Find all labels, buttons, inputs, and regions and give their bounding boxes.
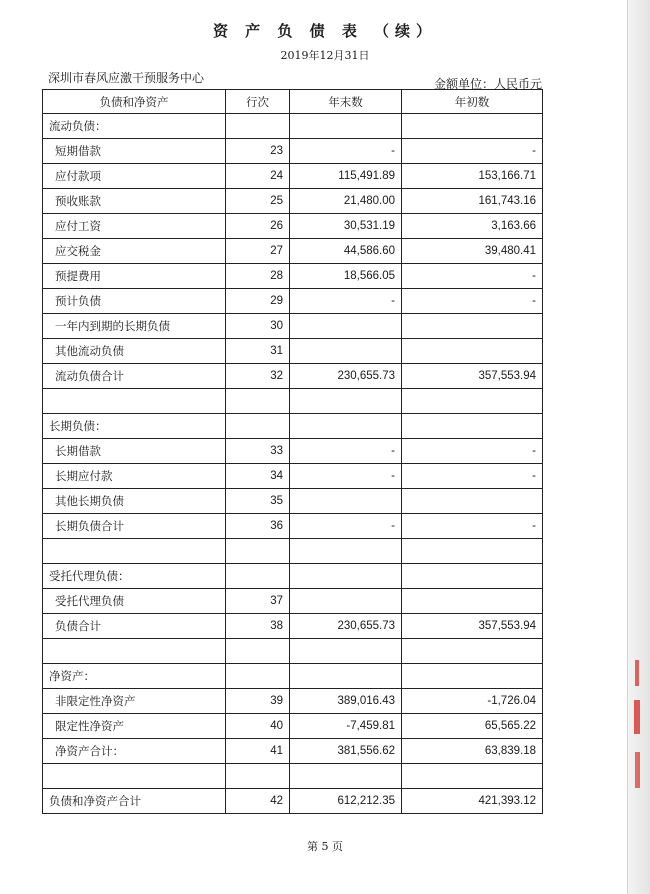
row-year-end: 18,566.05 (290, 264, 402, 289)
row-year-begin: - (402, 289, 543, 314)
row-year-begin: 63,839.18 (402, 739, 543, 764)
row-year-begin: 153,166.71 (402, 164, 543, 189)
row-year-end: - (290, 464, 402, 489)
row-line-no (226, 114, 290, 139)
row-name: 长期应付款 (43, 464, 226, 489)
row-name: 限定性净资产 (43, 714, 226, 739)
table-row (43, 439, 543, 464)
row-line-no: 34 (226, 464, 290, 489)
row-year-end (290, 589, 402, 614)
row-name (43, 764, 226, 789)
row-name: 预计负债 (43, 289, 226, 314)
row-name (43, 539, 226, 564)
row-year-end: 30,531.19 (290, 214, 402, 239)
row-line-no: 33 (226, 439, 290, 464)
row-year-end: 44,586.60 (290, 239, 402, 264)
row-year-end (290, 539, 402, 564)
row-year-begin (402, 639, 543, 664)
row-name: 负债合计 (43, 614, 226, 639)
row-name: 净资产合计： (43, 739, 226, 764)
row-line-no (226, 414, 290, 439)
section-row (43, 114, 543, 139)
row-line-no: 41 (226, 739, 290, 764)
row-line-no: 39 (226, 689, 290, 714)
table-row (43, 689, 543, 714)
row-year-begin (402, 764, 543, 789)
row-year-begin (402, 314, 543, 339)
report-date: 2019年12月31日 (280, 49, 370, 62)
row-line-no: 23 (226, 139, 290, 164)
table-row (43, 214, 543, 239)
row-year-begin: 65,565.22 (402, 714, 543, 739)
row-name: 其他长期负债 (43, 489, 226, 514)
row-year-end: - (290, 439, 402, 464)
row-year-begin: - (402, 139, 543, 164)
row-year-begin: 357,553.94 (402, 614, 543, 639)
table-row (43, 239, 543, 264)
row-name: 流动负债： (43, 114, 226, 139)
row-line-no: 30 (226, 314, 290, 339)
row-name (43, 639, 226, 664)
table-body (43, 114, 543, 814)
row-line-no: 28 (226, 264, 290, 289)
table-row (43, 464, 543, 489)
header-line-no: 行次 (226, 90, 290, 114)
table-row (43, 714, 543, 739)
row-year-begin (402, 114, 543, 139)
table-row (43, 514, 543, 539)
document-title: 资 产 负 债 表 （续） (212, 22, 438, 40)
table-row (43, 364, 543, 389)
row-name (43, 389, 226, 414)
row-line-no: 32 (226, 364, 290, 389)
row-year-begin: - (402, 464, 543, 489)
row-line-no (226, 564, 290, 589)
row-year-begin (402, 664, 543, 689)
table-row (43, 489, 543, 514)
scan-edge (627, 0, 650, 894)
row-year-begin: 421,393.12 (402, 789, 543, 814)
row-name: 流动负债合计 (43, 364, 226, 389)
row-name: 一年内到期的长期负债 (43, 314, 226, 339)
table-row (43, 264, 543, 289)
row-year-end (290, 639, 402, 664)
row-year-end (290, 114, 402, 139)
row-year-begin (402, 489, 543, 514)
row-year-end: - (290, 514, 402, 539)
row-year-end: 381,556.62 (290, 739, 402, 764)
table-row (43, 339, 543, 364)
row-year-begin (402, 564, 543, 589)
row-year-end (290, 764, 402, 789)
row-year-end: 389,016.43 (290, 689, 402, 714)
row-year-end (290, 339, 402, 364)
header-year-begin: 年初数 (402, 90, 543, 114)
row-line-no (226, 639, 290, 664)
row-name: 应交税金 (43, 239, 226, 264)
currency-unit: 金额单位：人民币元 (433, 77, 542, 91)
section-row (43, 664, 543, 689)
organization-name: 深圳市春风应激干预服务中心 (48, 71, 205, 85)
row-year-begin: 39,480.41 (402, 239, 543, 264)
row-year-begin: 3,163.66 (402, 214, 543, 239)
red-seal-edge (632, 660, 644, 810)
blank-row (43, 539, 543, 564)
row-year-end: 115,491.89 (290, 164, 402, 189)
row-year-begin (402, 414, 543, 439)
row-name: 应付款项 (43, 164, 226, 189)
table-row (43, 314, 543, 339)
row-year-begin: 357,553.94 (402, 364, 543, 389)
row-line-no: 37 (226, 589, 290, 614)
table-header-row (43, 90, 543, 114)
row-line-no (226, 764, 290, 789)
row-year-begin (402, 389, 543, 414)
blank-row (43, 639, 543, 664)
row-year-begin: - (402, 514, 543, 539)
row-line-no: 25 (226, 189, 290, 214)
row-year-end: -7,459.81 (290, 714, 402, 739)
row-name: 长期负债： (43, 414, 226, 439)
balance-sheet-table (42, 89, 543, 814)
row-year-end (290, 664, 402, 689)
row-year-begin (402, 539, 543, 564)
row-line-no: 31 (226, 339, 290, 364)
row-line-no: 38 (226, 614, 290, 639)
row-year-begin: - (402, 439, 543, 464)
row-year-end (290, 389, 402, 414)
blank-row (43, 389, 543, 414)
row-name: 受托代理负债 (43, 589, 226, 614)
row-year-begin: - (402, 264, 543, 289)
row-name: 净资产： (43, 664, 226, 689)
row-year-end (290, 414, 402, 439)
table-row (43, 289, 543, 314)
row-line-no: 26 (226, 214, 290, 239)
table-row (43, 739, 543, 764)
row-year-end: - (290, 139, 402, 164)
row-line-no: 42 (226, 789, 290, 814)
row-line-no: 27 (226, 239, 290, 264)
row-line-no: 40 (226, 714, 290, 739)
page-number: 第 5 页 (307, 840, 343, 853)
row-year-end: 230,655.73 (290, 614, 402, 639)
row-name: 长期负债合计 (43, 514, 226, 539)
row-year-begin: -1,726.04 (402, 689, 543, 714)
row-line-no: 36 (226, 514, 290, 539)
row-line-no: 35 (226, 489, 290, 514)
row-name: 应付工资 (43, 214, 226, 239)
row-line-no: 29 (226, 289, 290, 314)
row-name: 负债和净资产合计 (43, 789, 226, 814)
row-year-end: 230,655.73 (290, 364, 402, 389)
row-year-end: 21,480.00 (290, 189, 402, 214)
row-name: 长期借款 (43, 439, 226, 464)
section-row (43, 564, 543, 589)
row-name: 预提费用 (43, 264, 226, 289)
row-year-end: - (290, 289, 402, 314)
row-line-no (226, 539, 290, 564)
row-line-no (226, 389, 290, 414)
row-name: 受托代理负债： (43, 564, 226, 589)
row-year-begin (402, 339, 543, 364)
header-year-end: 年末数 (290, 90, 402, 114)
row-year-end (290, 314, 402, 339)
row-line-no (226, 664, 290, 689)
row-name: 非限定性净资产 (43, 689, 226, 714)
row-year-end (290, 489, 402, 514)
row-line-no: 24 (226, 164, 290, 189)
table-row (43, 164, 543, 189)
table-row (43, 189, 543, 214)
table-row (43, 614, 543, 639)
blank-row (43, 764, 543, 789)
row-name: 预收账款 (43, 189, 226, 214)
section-row (43, 789, 543, 814)
row-year-begin (402, 589, 543, 614)
table-row (43, 139, 543, 164)
table-row (43, 589, 543, 614)
row-year-end (290, 564, 402, 589)
row-name: 其他流动负债 (43, 339, 226, 364)
row-year-begin: 161,743.16 (402, 189, 543, 214)
row-year-end: 612,212.35 (290, 789, 402, 814)
header-item: 负债和净资产 (43, 90, 226, 114)
row-name: 短期借款 (43, 139, 226, 164)
section-row (43, 414, 543, 439)
